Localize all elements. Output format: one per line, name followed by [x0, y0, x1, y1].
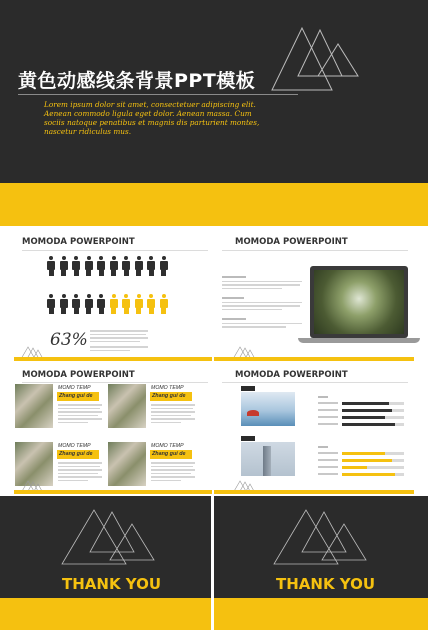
triangle-lines-icon — [260, 24, 360, 94]
photo-tag — [241, 386, 255, 391]
person-icon — [122, 294, 130, 314]
slide-bottom-bar — [214, 357, 414, 361]
member-photo — [15, 384, 53, 428]
percent-value: 63% — [50, 330, 88, 350]
person-icon — [110, 294, 118, 314]
person-icon — [47, 294, 55, 314]
person-icon — [72, 256, 80, 276]
slide-title: MOMODA POWERPOINT — [235, 370, 348, 380]
person-icon — [60, 256, 68, 276]
person-icon — [97, 294, 105, 314]
person-icon — [122, 256, 130, 276]
person-icon — [72, 294, 80, 314]
thank-yellow-band — [214, 598, 428, 630]
forest-photo — [314, 270, 404, 334]
divider — [222, 382, 408, 383]
people-grid — [47, 256, 207, 326]
cover-yellow-band — [0, 183, 428, 226]
member-label: MOMO TEMP — [151, 443, 184, 449]
cover-divider — [18, 94, 298, 95]
member-label: MOMO TEMP — [151, 385, 184, 391]
member-photo — [108, 442, 146, 486]
skill-bar — [318, 416, 404, 419]
member-text — [151, 404, 195, 423]
skill-bars-yellow — [318, 446, 404, 480]
member-label: MOMO TEMP — [58, 385, 91, 391]
tower-photo — [241, 442, 295, 476]
member-name: Zhang gui de — [59, 451, 93, 457]
skill-bar — [318, 473, 404, 476]
member-name: Zhang gui de — [152, 393, 186, 399]
photo-tag — [241, 436, 255, 441]
person-icon — [85, 256, 93, 276]
triangle-lines-icon — [268, 506, 368, 568]
slide-title: MOMODA POWERPOINT — [22, 237, 135, 247]
person-icon — [60, 294, 68, 314]
stats-text — [90, 330, 150, 351]
member-name: Zhang gui de — [152, 451, 186, 457]
skill-bar — [318, 409, 404, 412]
slide-bottom-bar — [214, 490, 414, 494]
person-icon — [160, 256, 168, 276]
person-icon — [147, 256, 155, 276]
laptop-base — [298, 338, 420, 343]
skill-bar — [318, 466, 404, 469]
member-text — [151, 462, 195, 481]
member-photo — [108, 384, 146, 428]
divider — [22, 250, 208, 251]
divider — [222, 250, 408, 251]
person-icon — [135, 256, 143, 276]
member-text — [58, 462, 102, 481]
person-icon — [160, 294, 168, 314]
slide-title: MOMODA POWERPOINT — [235, 237, 348, 247]
skill-bar — [318, 402, 404, 405]
cover-title: 黄色动感线条背景PPT模板 — [18, 70, 256, 92]
cover-subtitle: Lorem ipsum dolor sit amet, consectetuer adipiscing elit. Aenean commodo ligula eget dolor. Aenean massa. Cum sociis natoque penatibus et magnis dis parturient montes, nascetur ridiculus mus. — [44, 100, 260, 136]
member-label: MOMO TEMP — [58, 443, 91, 449]
person-icon — [147, 294, 155, 314]
skill-bar — [318, 423, 404, 426]
skill-bars-dark — [318, 396, 404, 430]
person-icon — [97, 256, 105, 276]
slide-bottom-bar — [14, 357, 212, 361]
thank-yellow-band — [0, 598, 211, 630]
person-icon — [47, 256, 55, 276]
member-text — [58, 404, 102, 423]
person-icon — [135, 294, 143, 314]
slide-title: MOMODA POWERPOINT — [22, 370, 135, 380]
triangle-lines-icon — [56, 506, 156, 568]
skill-bar — [318, 459, 404, 462]
person-icon — [85, 294, 93, 314]
beach-photo — [241, 392, 295, 426]
divider — [22, 382, 208, 383]
slide-bottom-bar — [14, 490, 212, 494]
member-name: Zhang gui de — [59, 393, 93, 399]
thank-you-text: THANK YOU — [62, 575, 162, 593]
laptop-text-block — [222, 276, 304, 328]
thank-you-text: THANK YOU — [276, 575, 376, 593]
laptop-screen — [310, 266, 408, 338]
person-icon — [110, 256, 118, 276]
skill-bar — [318, 452, 404, 455]
